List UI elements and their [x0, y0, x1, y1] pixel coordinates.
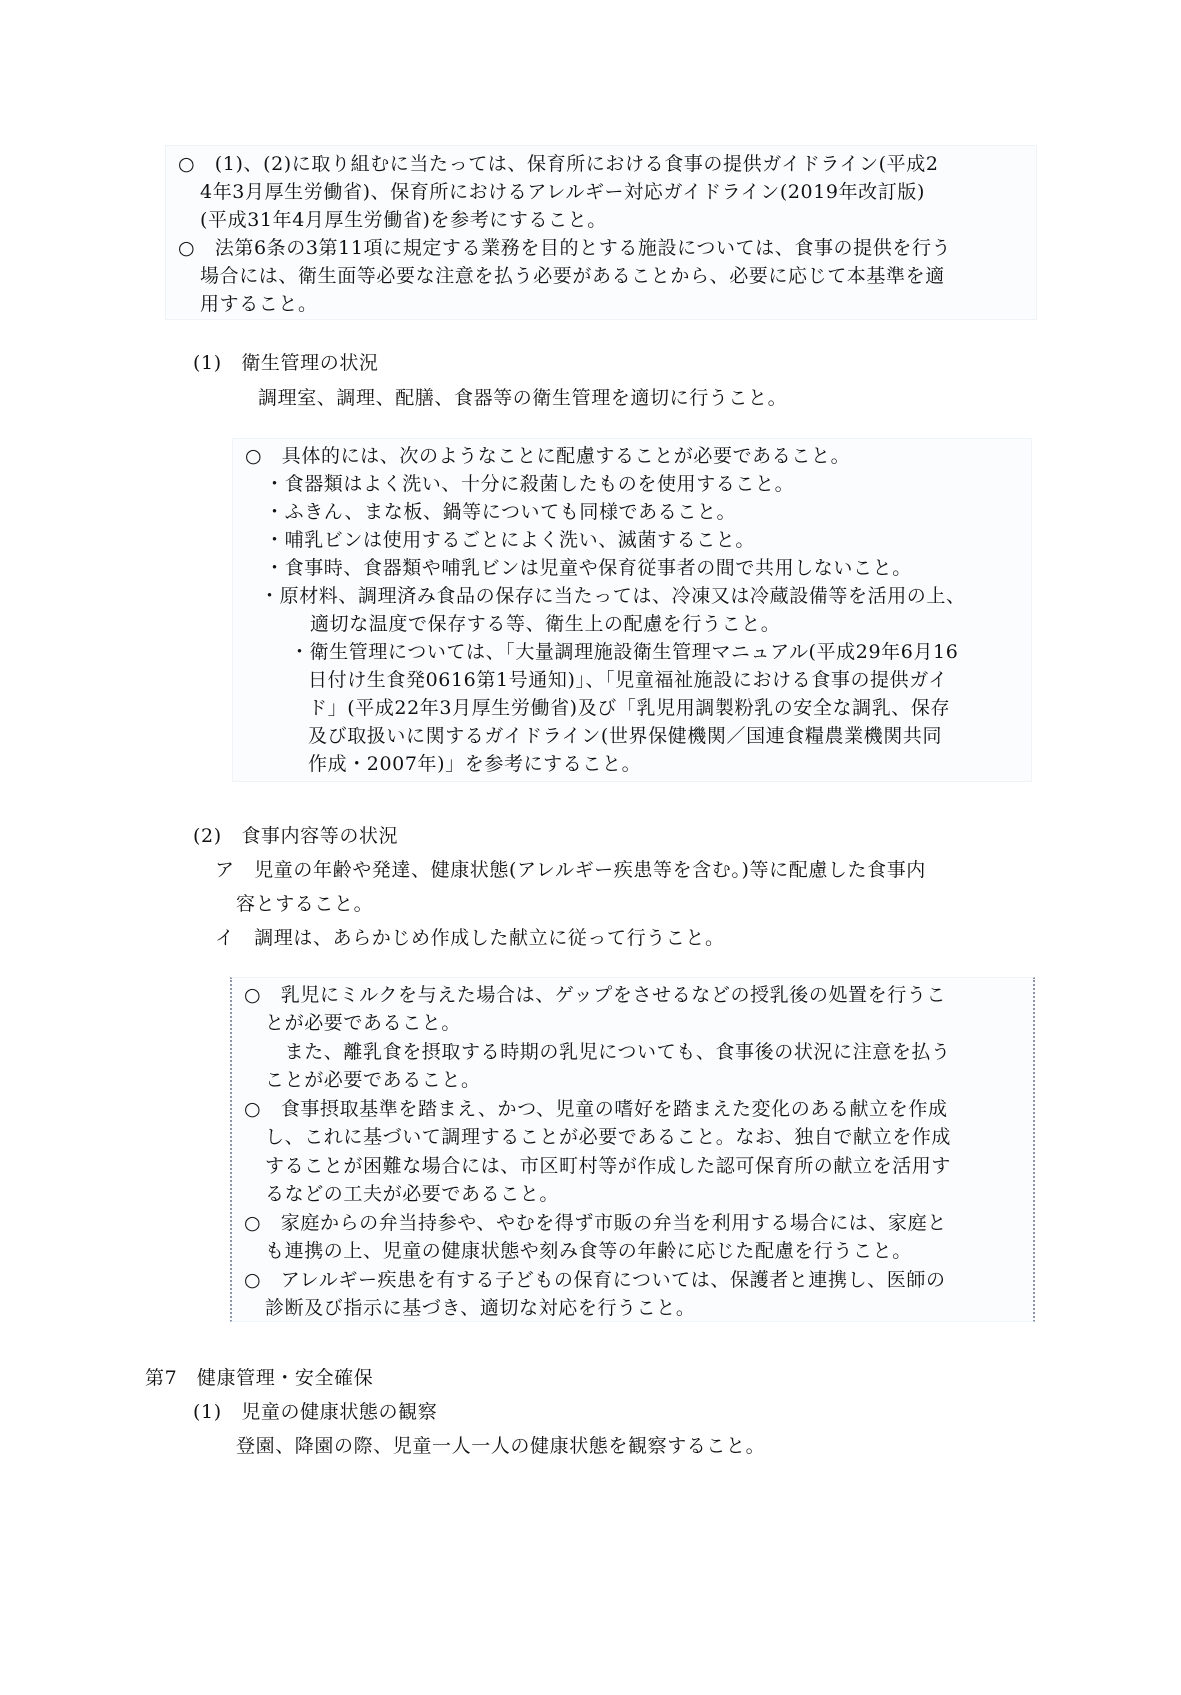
item-a-cont: 容とすること。 — [236, 893, 374, 915]
bullet-item-cont: 適切な温度で保存する等、衛生上の配慮を行うこと。 — [310, 613, 781, 635]
bullet-item: ・ふきん、まな板、鍋等についても同様であること。 — [265, 501, 737, 523]
bullet-item: ・食器類はよく洗い、十分に殺菌したものを使用すること。 — [265, 473, 795, 495]
note-line: とが必要であること。 — [265, 1012, 462, 1034]
note-line: 診断及び指示に基づき、適切な対応を行うこと。 — [265, 1297, 696, 1319]
note-line: ○ (1)、(2)に取り組むに当たっては、保育所における食事の提供ガイドライン(平成2 — [178, 153, 939, 175]
section-heading-meal-content: (2) 食事内容等の状況 — [193, 825, 399, 847]
note-line: 4年3月厚生労働省)、保育所におけるアレルギー対応ガイドライン(2019年改訂版) — [200, 181, 925, 203]
note-line: ○ 具体的には、次のようなことに配慮することが必要であること。 — [245, 445, 851, 467]
note-line: も連携の上、児童の健康状態や刻み食等の年齢に応じた配慮を行うこと。 — [265, 1240, 912, 1262]
item-i: イ 調理は、あらかじめ作成した献立に従って行うこと。 — [215, 927, 725, 949]
section-heading-hygiene: (1) 衛生管理の状況 — [193, 352, 379, 374]
section-body-hygiene: 調理室、調理、配膳、食器等の衛生管理を適切に行うこと。 — [258, 387, 788, 409]
note-line: し、これに基づいて調理することが必要であること。なお、独自で献立を作成 — [265, 1126, 952, 1148]
section-heading-health-observation: (1) 児童の健康状態の観察 — [193, 1401, 438, 1423]
note-line: ○ 家庭からの弁当持参や、やむを得ず市販の弁当を利用する場合には、家庭と — [244, 1212, 947, 1234]
item-a: ア 児童の年齢や発達、健康状態(アレルギー疾患等を含む。)等に配慮した食事内 — [215, 859, 926, 881]
note-line: ○ 法第6条の3第11項に規定する業務を目的とする施設については、食事の提供を行う — [178, 237, 952, 259]
note-line: ○ 食事摂取基準を踏まえ、かつ、児童の嗜好を踏まえた変化のある献立を作成 — [244, 1098, 948, 1120]
note-line: また、離乳食を摂取する時期の乳児についても、食事後の状況に注意を払う — [265, 1041, 951, 1063]
bullet-item: ・食事時、食器類や哺乳ビンは児童や保育従事者の間で共用しないこと。 — [265, 557, 912, 579]
note-line: 用すること。 — [200, 293, 318, 315]
bullet-item: ・哺乳ビンは使用するごとによく洗い、滅菌すること。 — [265, 529, 756, 551]
note-line: することが困難な場合には、市区町村等が作成した認可保育所の献立を活用す — [265, 1155, 952, 1177]
bullet-item: ・衛生管理については、「大量調理施設衛生管理マニュアル(平成29年6月16 — [290, 641, 959, 663]
note-line: 場合には、衛生面等必要な注意を払う必要があることから、必要に応じて本基準を適 — [200, 265, 945, 287]
note-line: (平成31年4月厚生労働省)を参考にすること。 — [200, 209, 607, 231]
note-line: るなどの工夫が必要であること。 — [265, 1183, 560, 1205]
note-line: ○ 乳児にミルクを与えた場合は、ゲップをさせるなどの授乳後の処置を行うこ — [244, 984, 947, 1006]
section-body-health-observation: 登園、降園の際、児童一人一人の健康状態を観察すること。 — [236, 1435, 766, 1457]
bullet-item-cont: 日付け生食発0616第1号通知)」、「児童福祉施設における食事の提供ガイ — [308, 669, 948, 691]
note-line: ○ アレルギー疾患を有する子どもの保育については、保護者と連携し、医師の — [244, 1269, 946, 1291]
note-line: ことが必要であること。 — [265, 1069, 481, 1091]
bullet-item-cont: 及び取扱いに関するガイドライン(世界保健機関／国連食糧農業機関共同 — [308, 725, 943, 747]
bullet-item-cont: 作成・2007年)」を参考にすること。 — [308, 753, 642, 775]
bullet-item: ・原材料、調理済み食品の保存に当たっては、冷凍又は冷蔵設備等を活用の上、 — [260, 585, 966, 607]
bullet-item-cont: ド」(平成22年3月厚生労働省)及び「乳児用調製粉乳の安全な調乳、保存 — [308, 697, 951, 719]
chapter-heading-health-safety: 第7 健康管理・安全確保 — [145, 1367, 374, 1389]
